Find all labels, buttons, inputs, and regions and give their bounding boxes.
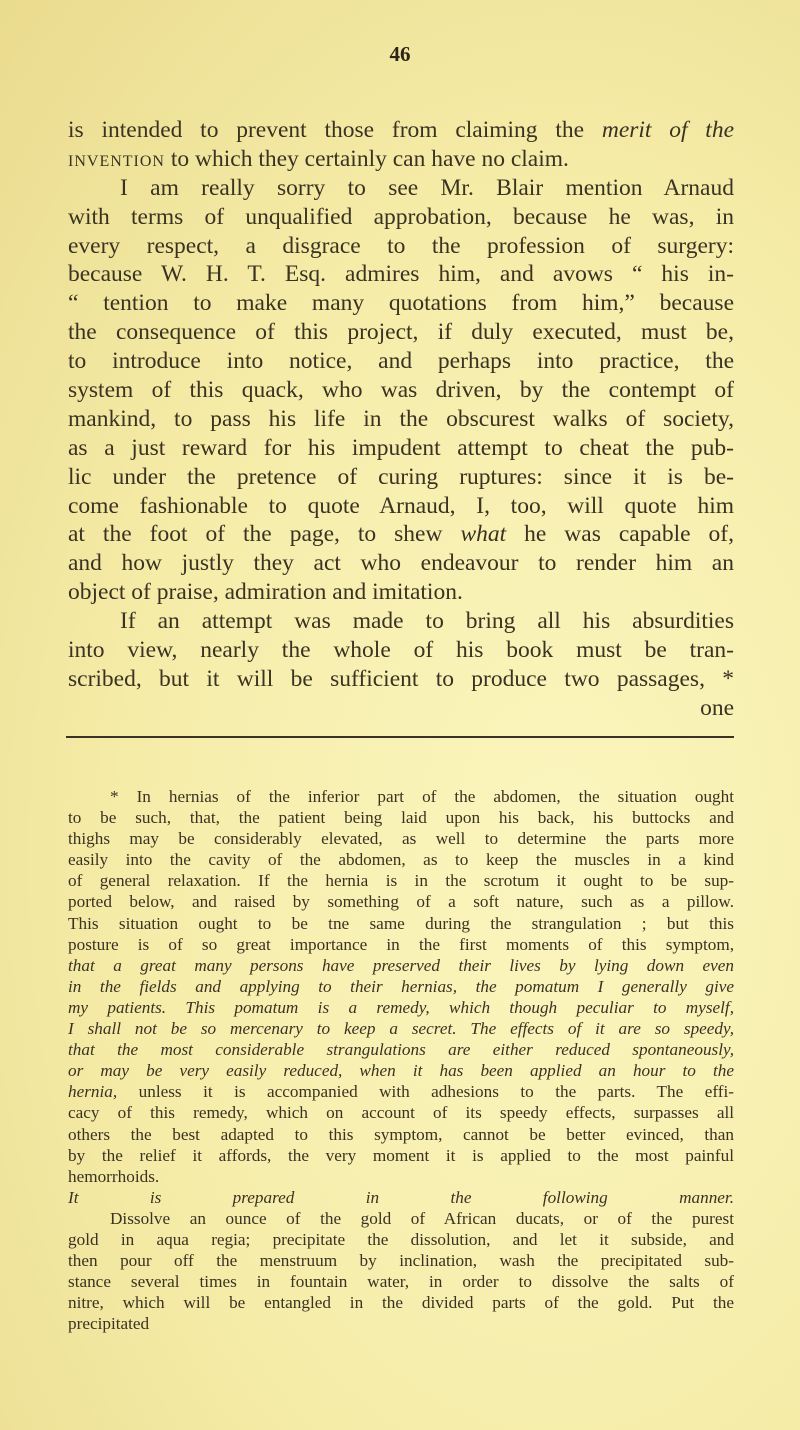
italic-text: what	[460, 521, 507, 548]
italic-text: my patients. This pomatum is a remedy, which though peculiar to myself,	[68, 997, 734, 1017]
footnote-line	[68, 786, 734, 807]
italic-text: merit of the	[601, 117, 735, 143]
text-segment: hemorrhoids.	[68, 1166, 160, 1186]
italic-text: or may be very easily reduced, when it has been applied an hour to the	[68, 1061, 734, 1081]
text-segment: This situation ought to be tne same during the strangulation ; but this	[68, 913, 734, 933]
text-segment: into view, nearly the whole of his book must be tran-	[68, 637, 734, 664]
text-segment: he was capable of,	[506, 521, 734, 548]
body-line	[68, 145, 734, 174]
body-line	[68, 116, 734, 145]
text-segment: posture is of so great importance in the first moments of this symptom,	[68, 934, 734, 954]
text-segment: because W. H. T. Esq. admires him, and avows “ his in-	[68, 261, 734, 288]
text-segment: gold in aqua regia; precipitate the dissolution, and let it subside, and	[68, 1229, 734, 1249]
text-segment: one	[700, 694, 734, 721]
text-segment: precipitated	[68, 1314, 150, 1334]
text-segment: at the foot of the page, to shew	[68, 521, 461, 548]
body-line	[68, 549, 734, 578]
body-line	[68, 463, 734, 492]
footnote-line	[68, 1208, 734, 1229]
text-segment: every respect, a disgrace to the profession of surgery:	[68, 232, 734, 259]
text-segment: lic under the pretence of curing ruptures: since it is be-	[68, 463, 734, 490]
text-segment: system of this quack, who was driven, by the contempt of	[68, 377, 734, 404]
body-line	[68, 694, 734, 723]
footnote-line	[68, 1292, 734, 1313]
footnote-line	[68, 1124, 734, 1145]
footnote-line	[68, 955, 734, 976]
page-number: 46	[389, 42, 411, 66]
footnote-line	[68, 807, 734, 828]
text-segment: others the best adapted to this symptom, cannot be better evinced, than	[68, 1124, 734, 1144]
footnote-line	[68, 828, 734, 849]
body-line	[68, 376, 734, 405]
footnote-line	[68, 1187, 734, 1208]
text-segment: is intended to prevent those from claiming the	[68, 117, 602, 143]
body-line	[68, 607, 734, 636]
text-segment: cacy of this remedy, which on account of its speedy effects, surpasses all	[68, 1103, 734, 1123]
footnote-line	[68, 1313, 734, 1334]
italic-text: hernia,	[68, 1082, 118, 1102]
small-caps-text: invention	[68, 145, 165, 172]
text-segment: “ tention to make many quotations from him,” because	[68, 290, 734, 317]
text-segment: easily into the cavity of the abdomen, as to keep the muscles in a kind	[68, 850, 734, 870]
body-line	[68, 665, 734, 694]
text-segment: by the relief it affords, the very moment it is applied to the most painful	[68, 1145, 734, 1165]
italic-text: that the most considerable strangulations are either reduced spontaneously,	[68, 1040, 734, 1060]
footnote-line	[68, 1145, 734, 1166]
text-segment: thighs may be considerably elevated, as well to determine the parts more	[68, 829, 734, 849]
text-segment: If an attempt was made to bring all his absurdities	[120, 608, 734, 635]
text-segment: object of praise, admiration and imitation.	[68, 579, 463, 606]
italic-text: It is prepared in the following manner.	[68, 1187, 734, 1207]
footnote-line	[68, 1018, 734, 1039]
main-text	[68, 116, 734, 723]
footnote-line	[68, 1271, 734, 1292]
footnote-divider	[66, 736, 734, 738]
body-line	[68, 405, 734, 434]
text-segment: unless it is accompanied with adhesions to the parts. The effi-	[117, 1082, 734, 1102]
footnote-line	[68, 1102, 734, 1123]
body-line	[68, 203, 734, 232]
text-segment: * In hernias of the inferior part of the abdomen, the situation ought	[110, 787, 734, 806]
body-line	[68, 520, 734, 549]
italic-text: that a great many persons have preserved their lives by lying down even	[68, 955, 734, 975]
italic-text: I shall not be so mercenary to keep a secret. The effects of it are so speedy,	[68, 1019, 734, 1039]
footnote-line	[68, 976, 734, 997]
footnote-line	[68, 1250, 734, 1271]
text-segment: I am really sorry to see Mr. Blair mention Arnaud	[120, 174, 734, 201]
body-line	[68, 174, 734, 203]
text-segment: stance several times in fountain water, in order to dissolve the salts of	[68, 1272, 734, 1292]
body-line	[68, 260, 734, 289]
footnote-line	[68, 997, 734, 1018]
footnote-line	[68, 1229, 734, 1250]
body-line	[68, 636, 734, 665]
italic-text: in the fields and applying to their hernias, the pomatum I generally give	[68, 976, 734, 996]
footnote-line	[68, 1166, 734, 1187]
text-segment: with terms of unqualified approbation, because he was, in	[68, 203, 734, 230]
text-segment: Dissolve an ounce of the gold of African ducats, or of the purest	[110, 1208, 734, 1228]
text-segment: nitre, which will be entangled in the divided parts of the gold. Put the	[68, 1293, 734, 1313]
footnote-line	[68, 849, 734, 870]
text-segment: mankind, to pass his life in the obscurest walks of society,	[68, 405, 734, 432]
text-segment: ported below, and raised by something of a soft nature, such as a pillow.	[68, 892, 734, 912]
body-line	[68, 434, 734, 463]
footnote-line	[68, 934, 734, 955]
text-segment: come fashionable to quote Arnaud, I, too, will quote him	[68, 492, 734, 519]
body-line	[68, 289, 734, 318]
text-segment: as a just reward for his impudent attempt to cheat the pub-	[68, 434, 734, 461]
text-segment: to which they certainly can have no claim.	[164, 145, 569, 172]
body-line	[68, 347, 734, 376]
text-segment: the consequence of this project, if duly executed, must be,	[68, 319, 734, 346]
body-line	[68, 578, 734, 607]
text-segment: of general relaxation. If the hernia is in the scrotum it ought to be sup-	[68, 871, 734, 891]
text-segment: to be such, that, the patient being laid upon his back, his buttocks and	[68, 808, 734, 828]
text-segment: then pour off the menstruum by inclination, wash the precipitated sub-	[68, 1251, 734, 1271]
text-segment: scribed, but it will be sufficient to produce two passages, *	[68, 665, 734, 692]
body-line	[68, 492, 734, 521]
footnote-line	[68, 1039, 734, 1060]
footnote-line	[68, 1081, 734, 1102]
footnote-line	[68, 891, 734, 912]
text-segment: and how justly they act who endeavour to render him an	[68, 550, 734, 577]
footnote-line	[68, 1060, 734, 1081]
footnote	[68, 786, 734, 1334]
body-line	[68, 318, 734, 347]
body-line	[68, 232, 734, 261]
footnote-line	[68, 870, 734, 891]
footnote-line	[68, 913, 734, 934]
text-segment: to introduce into notice, and perhaps into practice, the	[68, 348, 734, 375]
